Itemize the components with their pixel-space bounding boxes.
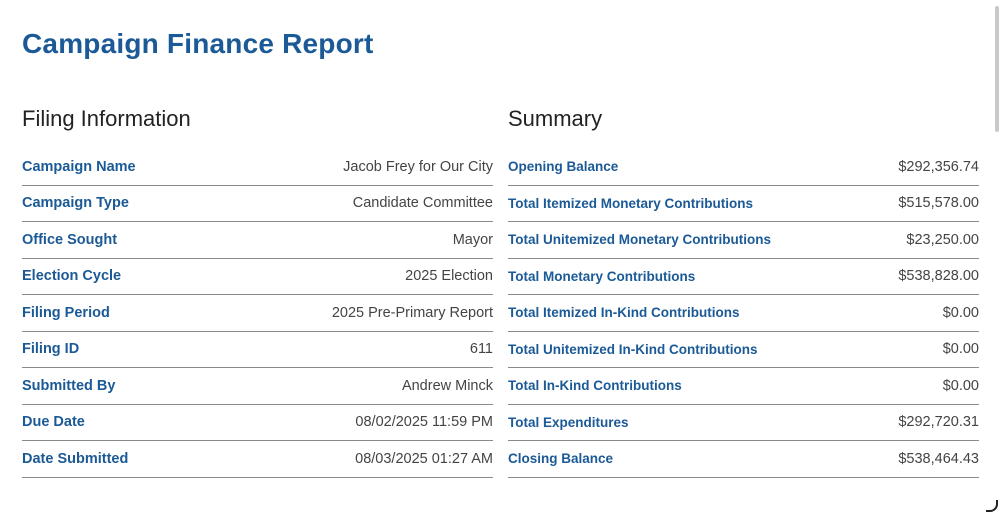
summary-value: $292,356.74 <box>898 158 979 175</box>
filing-information-heading: Filing Information <box>22 106 191 131</box>
summary-row-total-in-kind <box>508 368 979 405</box>
summary-row-opening-balance <box>508 149 979 186</box>
summary-row-total-monetary <box>508 259 979 296</box>
filing-row-campaign-type <box>22 186 493 223</box>
filing-label: Date Submitted <box>22 450 129 467</box>
filing-label: Office Sought <box>22 231 118 248</box>
filing-value: 2025 Pre-Primary Report <box>331 304 493 321</box>
summary-label: Total In-Kind Contributions <box>508 378 682 394</box>
filing-label: Filing ID <box>22 341 80 358</box>
summary-row-total-expenditures <box>508 405 979 442</box>
summary-heading: Summary <box>508 106 603 131</box>
summary-label: Total Unitemized Monetary Contributions <box>508 232 771 248</box>
filing-information-section <box>22 104 493 478</box>
summary-value: $538,464.43 <box>898 450 979 467</box>
filing-row-campaign-name <box>22 149 493 186</box>
summary-value: $515,578.00 <box>898 195 979 212</box>
summary-row-itemized-in-kind <box>508 295 979 332</box>
summary-label: Total Itemized Monetary Contributions <box>508 195 754 211</box>
filing-value: Candidate Committee <box>352 195 493 212</box>
summary-row-closing-balance <box>508 441 979 478</box>
filing-row-election-cycle <box>22 259 493 296</box>
filing-value: 08/02/2025 11:59 PM <box>355 414 493 431</box>
summary-section <box>508 104 979 478</box>
summary-label: Total Unitemized In-Kind Contributions <box>508 341 758 357</box>
filing-row-date-submitted <box>22 441 493 478</box>
filing-label: Filing Period <box>22 304 110 321</box>
summary-row-unitemized-in-kind <box>508 332 979 369</box>
filing-row-filing-period <box>22 295 493 332</box>
filing-row-due-date <box>22 405 493 442</box>
filing-information-list <box>22 149 493 478</box>
summary-label: Total Monetary Contributions <box>508 268 696 284</box>
summary-value: $23,250.00 <box>906 231 979 248</box>
filing-value: Mayor <box>452 231 493 248</box>
summary-label: Closing Balance <box>508 451 614 467</box>
summary-row-itemized-monetary <box>508 186 979 223</box>
filing-value: Andrew Minck <box>401 377 493 394</box>
filing-value: Jacob Frey for Our City <box>343 158 493 175</box>
filing-row-office-sought <box>22 222 493 259</box>
summary-value: $0.00 <box>942 341 979 358</box>
corner-hook-icon <box>986 500 998 512</box>
summary-row-unitemized-monetary <box>508 222 979 259</box>
filing-label: Election Cycle <box>22 268 122 285</box>
summary-label: Total Expenditures <box>508 414 629 430</box>
filing-row-submitted-by <box>22 368 493 405</box>
summary-value: $0.00 <box>942 304 979 321</box>
filing-row-filing-id <box>22 332 493 369</box>
filing-value: 611 <box>469 341 493 358</box>
filing-value: 08/03/2025 01:27 AM <box>355 450 493 467</box>
vertical-scrollbar[interactable] <box>995 6 999 132</box>
filing-label: Submitted By <box>22 377 116 394</box>
summary-label: Opening Balance <box>508 159 619 175</box>
summary-value: $292,720.31 <box>898 414 979 431</box>
summary-label: Total Itemized In-Kind Contributions <box>508 305 740 321</box>
filing-value: 2025 Election <box>405 268 493 285</box>
summary-list <box>508 149 979 478</box>
page-title: Campaign Finance Report <box>22 28 374 59</box>
summary-value: $0.00 <box>942 377 979 394</box>
filing-label: Campaign Name <box>22 158 136 175</box>
filing-label: Campaign Type <box>22 195 129 212</box>
summary-value: $538,828.00 <box>898 268 979 285</box>
filing-label: Due Date <box>22 414 85 431</box>
